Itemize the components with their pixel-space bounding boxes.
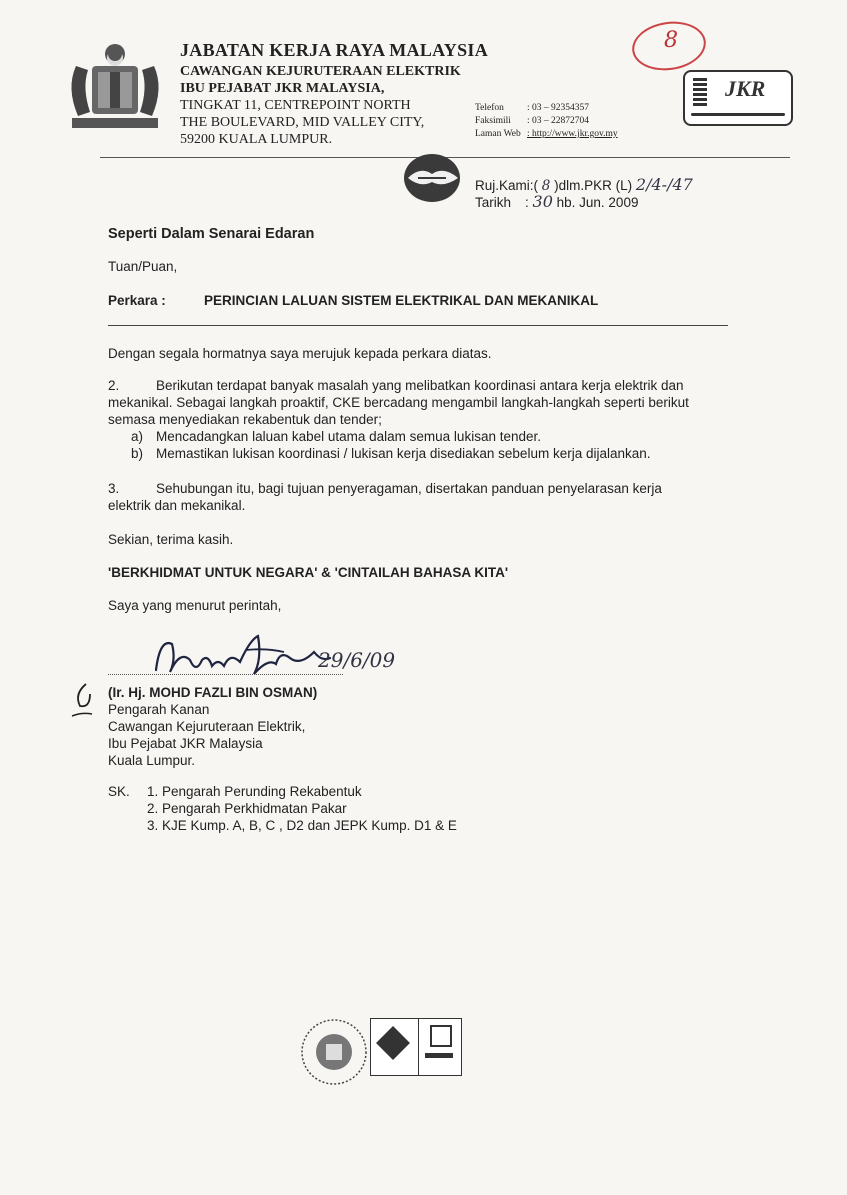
contact-value: : 03 – 92354357 — [527, 103, 590, 113]
list-mark: b) — [131, 446, 144, 461]
paragraph-2-line-1: Berikutan terdapat banyak masalah yang melibatkan koordinasi antara kerja elektrik dan — [156, 378, 684, 393]
hq-name: IBU PEJABAT JKR MALAYSIA, — [180, 81, 385, 96]
address-line-3: 59200 KUALA LUMPUR. — [180, 132, 333, 147]
tarikh-label: Tarikh — [475, 195, 512, 210]
jkr-logo-bars — [693, 78, 707, 108]
paragraph-1: Dengan segala hormatnya saya merujuk kepada perkara diatas. — [108, 346, 492, 361]
handshake-icon — [398, 148, 468, 206]
list-text: Memastikan lukisan koordinasi / lukisan kerja disediakan sebelum kerja dijalankan. — [156, 446, 651, 461]
contact-value: : 03 – 22872704 — [527, 116, 590, 126]
tarikh-colon: : — [525, 195, 533, 210]
signatory-city: Kuala Lumpur. — [108, 753, 196, 768]
signature-date: 29/6/09 — [318, 648, 396, 672]
ukas-cert-logo — [418, 1018, 462, 1076]
quality-seal-logo — [298, 1016, 370, 1088]
closing: Sekian, terima kasih. — [108, 532, 234, 547]
contact-label: Faksimili — [475, 116, 511, 126]
signatory-office: Ibu Pejabat JKR Malaysia — [108, 736, 263, 751]
org-name: JABATAN KERJA RAYA MALAYSIA — [180, 40, 489, 60]
signature-dotted-line — [108, 674, 343, 675]
contact-phone — [475, 103, 589, 113]
address-line-1: TINGKAT 11, CENTREPOINT NORTH — [180, 98, 411, 113]
salutation: Tuan/Puan, — [108, 259, 178, 274]
ruj-prefix: Ruj.Kami:( — [475, 178, 539, 193]
paragraph-2-line-2: mekanikal. Sebagai langkah proaktif, CKE bercadang mengambil langkah-langkah seperti berikut — [108, 395, 689, 410]
contact-fax — [475, 116, 589, 126]
ruj-mid: )dlm.PKR (L) — [554, 178, 633, 193]
margin-mark — [68, 680, 102, 720]
tarikh-hand-day: 30 — [532, 192, 553, 211]
jkr-logo — [683, 70, 793, 126]
tarikh-rest: hb. Jun. 2009 — [556, 195, 639, 210]
signatory-name: (Ir. Hj. MOHD FAZLI BIN OSMAN) — [108, 685, 318, 700]
paragraph-3-line-2: elektrik dan mekanikal. — [108, 498, 246, 513]
sk-item-3: 3. KJE Kump. A, B, C , D2 dan JEPK Kump. D1 & E — [147, 818, 457, 833]
tarikh-row — [475, 192, 638, 211]
paragraph-3-line-1: Sehubungan itu, bagi tujuan penyeragaman, disertakan panduan penyelarasan kerja — [156, 481, 662, 496]
signatory-title: Pengarah Kanan — [108, 702, 210, 717]
ruj-hand-suffix: 2/4-/47 — [635, 175, 693, 194]
paragraph-3-number: 3. — [108, 481, 120, 496]
jkr-logo-text: JKR — [725, 76, 766, 101]
environmental-cert-logo — [370, 1018, 420, 1076]
sign-off: Saya yang menurut perintah, — [108, 598, 282, 613]
list-item-a — [131, 428, 731, 446]
subject-rule — [108, 325, 728, 326]
ukas-bar — [425, 1053, 453, 1058]
motto: 'BERKHIDMAT UNTUK NEGARA' & 'CINTAILAH BAHASA KITA' — [108, 565, 509, 580]
address-line-2: THE BOULEVARD, MID VALLEY CITY, — [180, 115, 425, 130]
handwritten-page-number: 8 — [664, 28, 678, 53]
perkara-subject: PERINCIAN LALUAN SISTEM ELEKTRIKAL DAN MEKANIKAL — [204, 293, 599, 308]
paragraph-2-number: 2. — [108, 378, 120, 393]
paragraph-2-line-3: semasa menyediakan rekabentuk dan tender; — [108, 412, 382, 427]
contact-label: Telefon — [475, 103, 504, 113]
website-link[interactable]: : http://www.jkr.gov.my — [527, 129, 618, 139]
contact-web — [475, 129, 618, 139]
cert-diamond — [376, 1026, 410, 1060]
sk-label: SK. — [108, 784, 130, 799]
sk-item-1: 1. Pengarah Perunding Rekabentuk — [147, 784, 362, 799]
sk-item-2: 2. Pengarah Perkhidmatan Pakar — [147, 801, 347, 816]
perkara-label: Perkara : — [108, 293, 166, 308]
signatory-dept: Cawangan Kejuruteraan Elektrik, — [108, 719, 306, 734]
contact-label: Laman Web — [475, 129, 521, 139]
branch-name: CAWANGAN KEJURUTERAAN ELEKTRIK — [180, 64, 461, 79]
ruj-hand-number: 8 — [541, 178, 551, 194]
list-mark: a) — [131, 429, 144, 444]
recipient: Seperti Dalam Senarai Edaran — [108, 226, 315, 242]
list-text: Mencadangkan laluan kabel utama dalam semua lukisan tender. — [156, 429, 541, 444]
ukas-checkmark-icon — [430, 1025, 452, 1047]
list-item-b — [131, 445, 751, 463]
jkr-logo-wave — [691, 113, 785, 116]
coat-of-arms-logo — [58, 38, 173, 138]
